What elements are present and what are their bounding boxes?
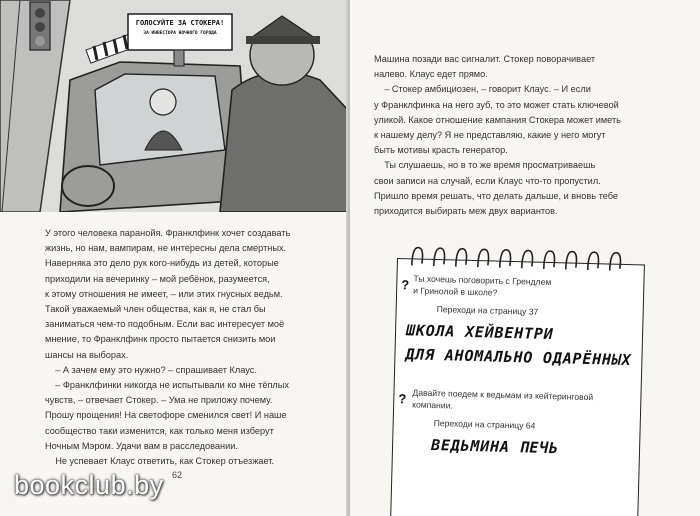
paragraph: Ты слушаешь, но в то же время просматриваешь xyxy=(374,160,596,171)
paragraph: – Стокер амбициозен, – говорит Клаус. – И если xyxy=(374,84,591,95)
choice-1-question: Ты хочешь поговорить с Грендлем и Гринолой в школе? xyxy=(413,273,552,298)
question-mark-icon: ? xyxy=(398,391,407,407)
car-illustration xyxy=(0,0,348,212)
paragraph: Машина позади вас сигналит. Стокер поворачивает xyxy=(374,54,596,64)
paragraph: приходится выбирать меж двух вариантов. xyxy=(374,206,558,217)
choice-notepad xyxy=(390,258,645,516)
paragraph: к этому отношения не имеет, – или этих гнусных ведьм. xyxy=(45,288,283,299)
paragraph: Такой уважаемый член общества, как я, не стал бы xyxy=(45,304,266,315)
choice-2-question: Давайте поедем к ведьмам из кейтеринговой компании. xyxy=(412,387,594,411)
sign-line-1: ГОЛОСУЙТЕ ЗА СТОКЕРА! xyxy=(135,19,225,27)
left-page xyxy=(0,0,348,516)
sign-line-2: ЗА ИНВЕСТОРА НОЧНОГО ГОРОДА xyxy=(143,31,217,36)
paragraph: жизнь, но нам, вампирам, не интересны дела смертных. xyxy=(45,243,287,254)
paragraph: Прошу прощения! На светофоре сменился свет! И наше xyxy=(45,410,287,421)
paragraph: Не успевает Клаус ответить, как Стокер отъезжает. xyxy=(45,456,275,467)
choice-2-goto[interactable]: Переходи на страницу 64 xyxy=(433,418,536,431)
campaign-sign xyxy=(130,17,230,39)
question-mark-icon: ? xyxy=(401,277,410,293)
paragraph: сообщество таки изменится, как только меня изберут xyxy=(45,425,274,436)
watermark-logo: bookclub.by xyxy=(14,470,164,500)
paragraph: Наверняка это дело рук кого-нибудь из детей, которые xyxy=(45,258,279,269)
paragraph: Ночным Мэром. Удачи вам в расследовании. xyxy=(45,440,238,451)
paragraph: приходили на вечеринку – мой ребёнок, разумеется, xyxy=(45,273,270,284)
paragraph: чувств, – отвечает Стокер. – Ума не приложу почему. xyxy=(45,395,273,406)
paragraph: уликой. Какое отношение кампания Стокера может иметь xyxy=(374,114,621,125)
paragraph: Пришло время решать, что делать дальше, и вновь тебе xyxy=(374,190,618,201)
choice-2-title[interactable]: ВЕДЬМИНА ПЕЧЬ xyxy=(430,435,560,458)
choice-1-title-line-2[interactable]: ДЛЯ АНОМАЛЬНО ОДАРЁННЫХ xyxy=(405,345,632,370)
paragraph: – Франклфинки никогда не испытывали ко мне тёплых xyxy=(45,380,289,391)
paragraph: У этого человека паранойя. Франклфинк хочет создавать xyxy=(45,228,291,238)
paragraph: – А зачем ему это нужно? – спрашивает Клаус. xyxy=(45,364,257,375)
paragraph: быть мотивы красть генератор. xyxy=(374,145,508,156)
paragraph: шансы на выборах. xyxy=(45,349,129,360)
choice-1-goto[interactable]: Переходи на страницу 37 xyxy=(436,304,539,317)
paragraph: заниматься чем-то подобным. Если вас интересует моё xyxy=(45,319,285,330)
page-number-left: 62 xyxy=(172,470,183,480)
paragraph: свои записи на случай, если Клаус что-то пропустил. xyxy=(374,175,601,186)
left-body-text xyxy=(45,226,315,469)
paragraph: к нашему делу? Я не представляю, какие у него могут xyxy=(374,130,606,141)
choice-1-title-line-1[interactable]: ШКОЛА ХЕЙВЕНТРИ xyxy=(405,321,554,344)
paragraph: мнение, то Франклфинк просто пытается снизить мои xyxy=(45,334,276,345)
paragraph: у Франклфинка на него зуб, то это может стать ключевой xyxy=(374,99,619,110)
paragraph: налево. Клаус едет прямо. xyxy=(374,69,488,80)
right-body-text xyxy=(374,52,621,219)
